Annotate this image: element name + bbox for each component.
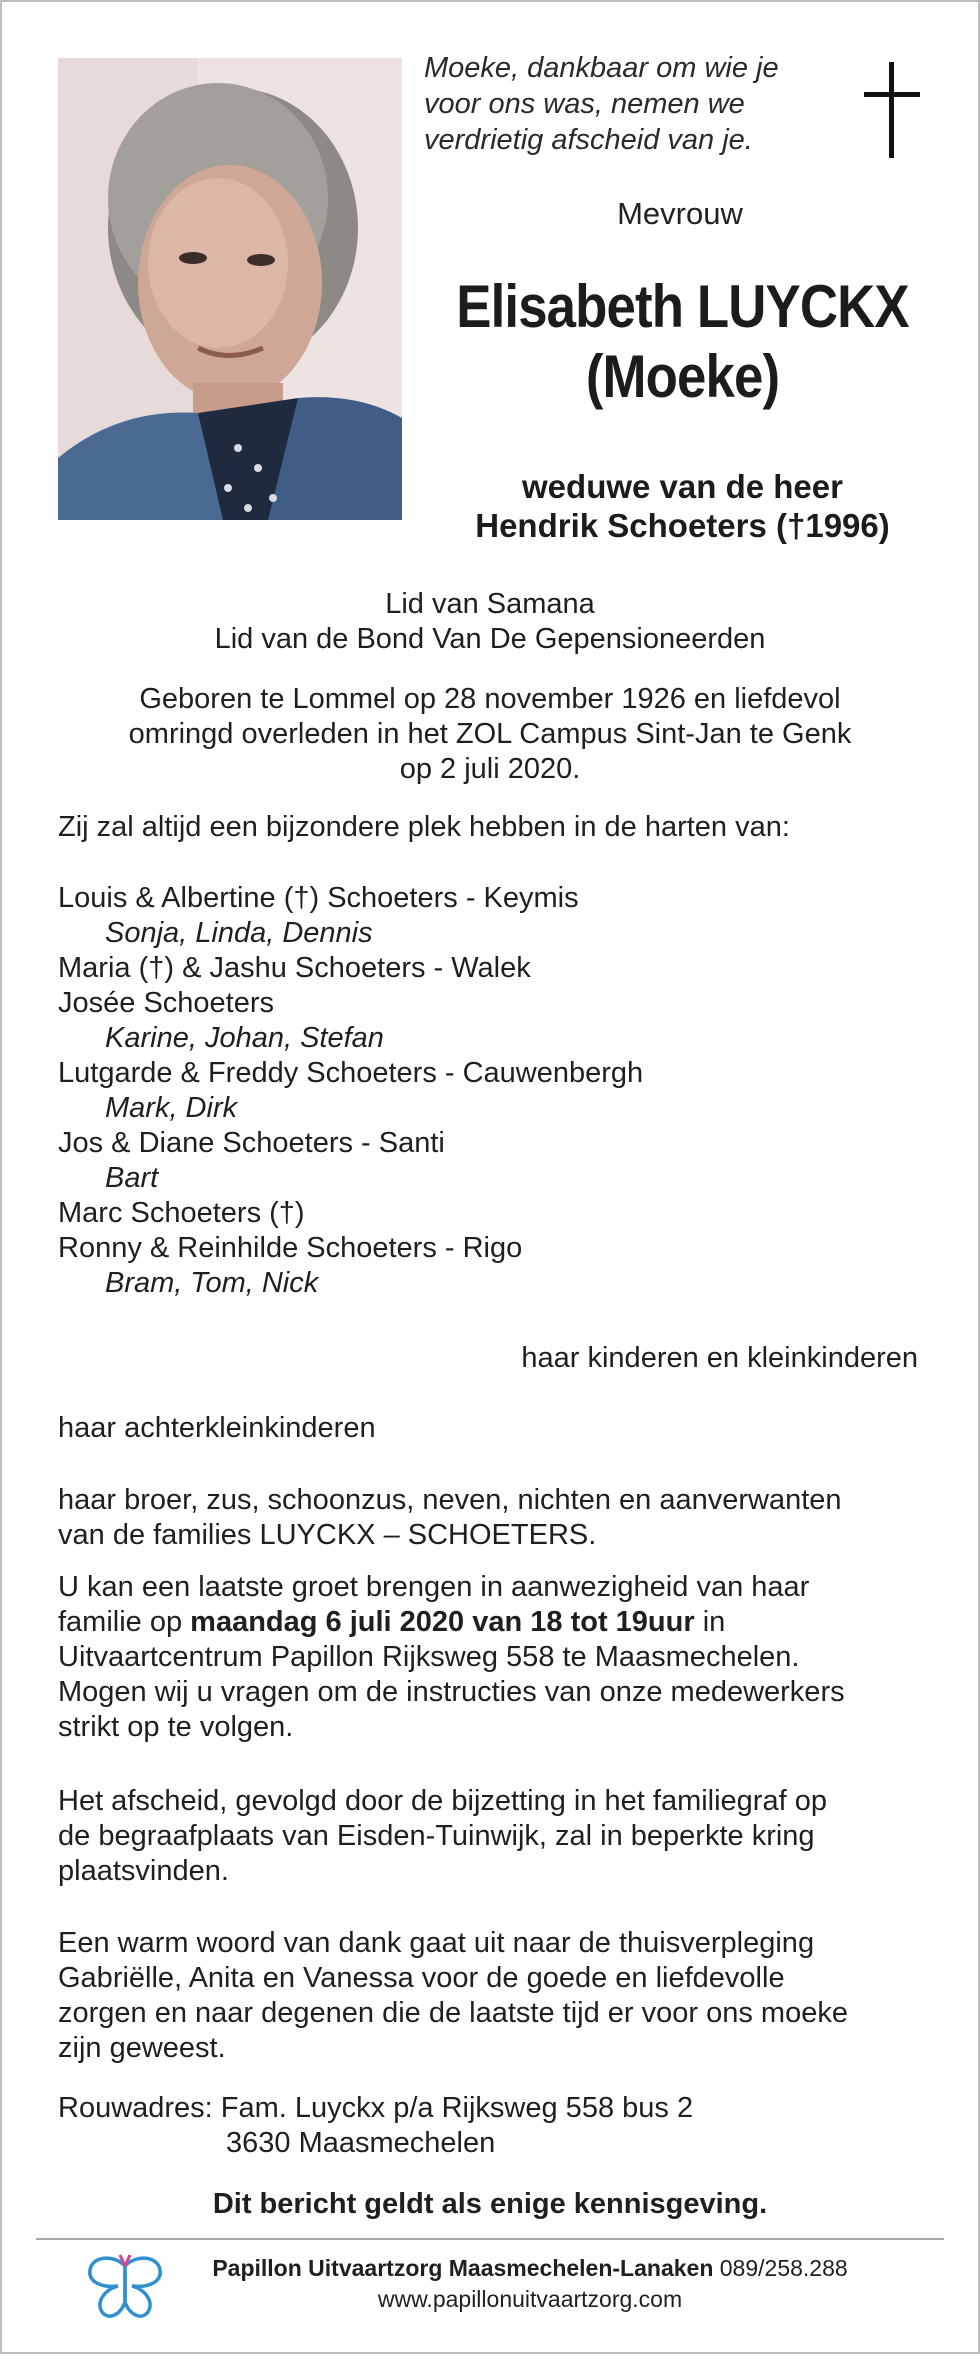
spouse-line: Hendrik Schoeters (†1996) bbox=[475, 507, 890, 544]
family-grandchildren: Sonja, Linda, Dennis bbox=[105, 917, 373, 949]
poem-line: voor ons was, nemen we bbox=[424, 88, 745, 120]
relatives-text bbox=[58, 1483, 938, 1553]
visit-line bbox=[58, 1605, 938, 1640]
great-grandchildren: haar achterkleinkinderen bbox=[58, 1412, 376, 1444]
visit-datetime: maandag 6 juli 2020 van 18 tot 19uur bbox=[190, 1606, 695, 1638]
visit-text: familie op bbox=[58, 1606, 191, 1638]
company-phone: 089/258.288 bbox=[713, 2255, 848, 2281]
visit-line: Uitvaartcentrum Papillon Rijksweg 558 te Maasmechelen. bbox=[58, 1641, 800, 1673]
company-website[interactable]: www.papillonuitvaartzorg.com bbox=[377, 2286, 683, 2312]
portrait-photo bbox=[58, 58, 402, 520]
footer bbox=[160, 2253, 900, 2315]
address-line: 3630 Maasmechelen bbox=[226, 2127, 496, 2159]
relatives-line: van de families LUYCKX – SCHOETERS. bbox=[58, 1519, 597, 1551]
poem-line: Moeke, dankbaar om wie je bbox=[424, 52, 779, 84]
deceased-name bbox=[456, 272, 909, 412]
family-parents: Lutgarde & Freddy Schoeters - Cauwenbergh bbox=[58, 1057, 644, 1089]
thanks-line: zorgen en naar degenen die de laatste tijd er voor ons moeke bbox=[58, 1997, 848, 2029]
farewell-line: plaatsvinden. bbox=[58, 1855, 229, 1887]
family-parents: Ronny & Reinhilde Schoeters - Rigo bbox=[58, 1232, 523, 1264]
family-parents: Maria (†) & Jashu Schoeters - Walek bbox=[58, 952, 531, 984]
farewell-text bbox=[58, 1784, 938, 1889]
farewell-line: de begraafplaats van Eisden-Tuinwijk, zal in beperkte kring bbox=[58, 1820, 815, 1852]
birth-death-text bbox=[0, 682, 980, 787]
birth-line: omringd overleden in het ZOL Campus Sint-Jan te Genk bbox=[128, 718, 852, 750]
cross-icon bbox=[864, 62, 920, 158]
family-grandchildren: Mark, Dirk bbox=[105, 1092, 238, 1124]
widow-line: weduwe van de heer bbox=[522, 468, 843, 505]
family-parents: Marc Schoeters (†) bbox=[58, 1197, 305, 1229]
membership-line: Lid van de Bond Van De Gepensioneerden bbox=[214, 623, 766, 655]
butterfly-logo-icon bbox=[84, 2252, 166, 2322]
thanks-text bbox=[58, 1926, 938, 2066]
widow-of bbox=[425, 467, 940, 545]
notice-text: Dit bericht geldt als enige kennisgeving. bbox=[212, 2188, 768, 2220]
poem-text bbox=[424, 50, 824, 158]
name-line: Elisabeth LUYCKX bbox=[456, 273, 909, 340]
relatives-line: haar broer, zus, schoonzus, neven, nichten en aanverwanten bbox=[58, 1484, 842, 1516]
poem-line: verdrietig afscheid van je. bbox=[424, 124, 753, 156]
thanks-line: Een warm woord van dank gaat uit naar de thuisverpleging bbox=[58, 1927, 815, 1959]
birth-line: Geboren te Lommel op 28 november 1926 en liefdevol bbox=[139, 683, 841, 715]
family-grandchildren: Bram, Tom, Nick bbox=[105, 1267, 319, 1299]
family-parents: Jos & Diane Schoeters - Santi bbox=[58, 1127, 445, 1159]
farewell-line: Het afscheid, gevolgd door de bijzetting in het familiegraf op bbox=[58, 1785, 827, 1817]
birth-line: op 2 juli 2020. bbox=[399, 753, 581, 785]
family-grandchildren: Bart bbox=[105, 1162, 159, 1194]
visit-line: Mogen wij u vragen om de instructies van onze medewerkers bbox=[58, 1676, 845, 1708]
visit-line: U kan een laatste groet brengen in aanwezigheid van haar bbox=[58, 1571, 810, 1603]
title-prefix: Mevrouw bbox=[617, 196, 743, 231]
nickname-line: (Moeke) bbox=[585, 343, 780, 410]
thanks-line: Gabriëlle, Anita en Vanessa voor de goede en liefdevolle bbox=[58, 1962, 785, 1994]
visit-text: in bbox=[694, 1606, 726, 1638]
family-intro: Zij zal altijd een bijzondere plek hebben in de harten van: bbox=[58, 811, 790, 843]
family-list bbox=[58, 881, 938, 1301]
visitation-text bbox=[58, 1570, 938, 1745]
family-parents: Josée Schoeters bbox=[58, 987, 275, 1019]
footer-company bbox=[160, 2253, 900, 2284]
family-grandchildren: Karine, Johan, Stefan bbox=[105, 1022, 384, 1054]
thanks-line: zijn geweest. bbox=[58, 2032, 226, 2064]
children-summary: haar kinderen en kleinkinderen bbox=[521, 1342, 918, 1374]
address-line: Rouwadres: Fam. Luyckx p/a Rijksweg 558 bus 2 bbox=[58, 2092, 694, 2124]
visit-line: strikt op te volgen. bbox=[58, 1711, 294, 1743]
family-parents: Louis & Albertine (†) Schoeters - Keymis bbox=[58, 882, 579, 914]
mourning-address bbox=[58, 2091, 938, 2161]
memberships bbox=[0, 587, 980, 657]
divider bbox=[36, 2238, 944, 2240]
company-name: Papillon Uitvaartzorg Maasmechelen-Lanaken bbox=[212, 2255, 714, 2281]
membership-line: Lid van Samana bbox=[385, 588, 595, 620]
